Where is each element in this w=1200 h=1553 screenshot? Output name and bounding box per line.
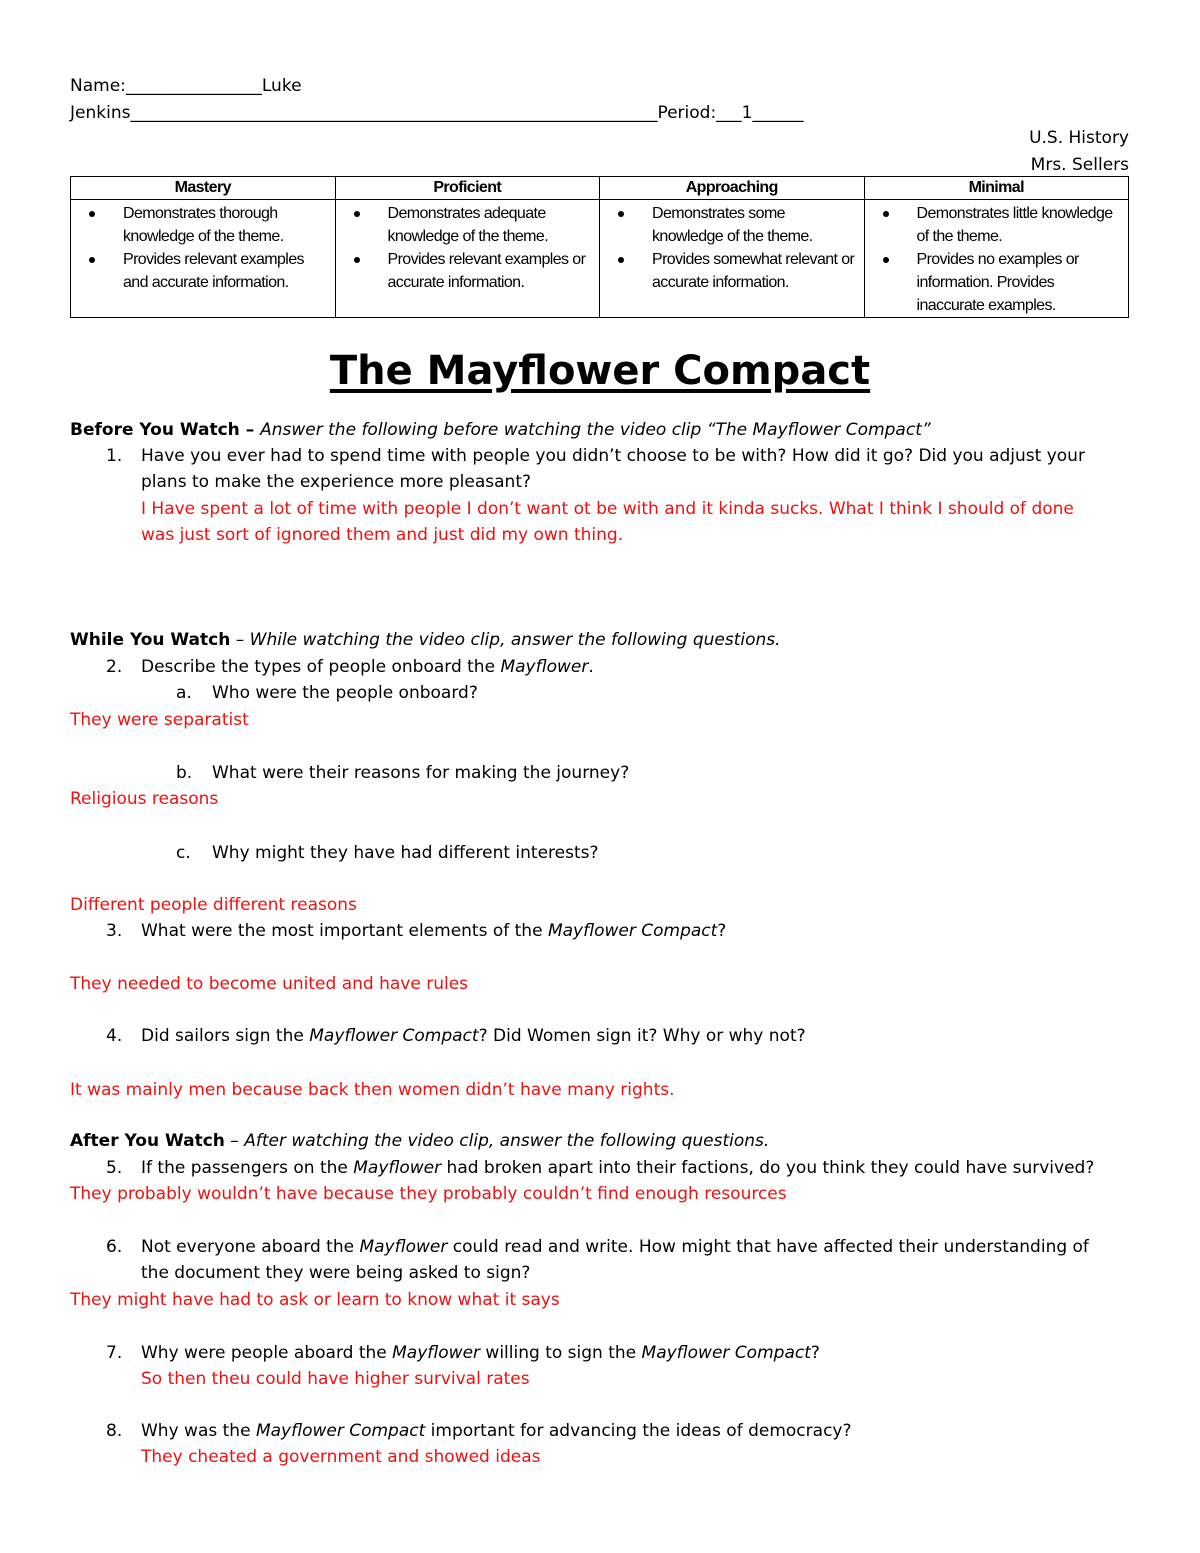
rubric-bullet: Provides somewhat relevant or accurate information. <box>604 248 860 294</box>
bullet-icon <box>354 257 360 263</box>
question-2b: What were their reasons for making the journey? <box>212 763 630 783</box>
answer-2c: Different people different reasons <box>70 895 357 915</box>
after-section-heading: After You Watch – After watching the video clip, answer the following questions. <box>70 1131 770 1151</box>
bullet-icon <box>618 257 624 263</box>
question-number: 3. <box>106 921 123 941</box>
question-number: 2. <box>106 657 123 677</box>
rubric-heading-approaching: Approaching <box>600 177 865 200</box>
answer-1-line-1: I Have spent a lot of time with people I don’t want ot be with and it kinda sucks. What I think I should of done <box>141 499 1074 519</box>
before-section-heading: Before You Watch – Answer the following before watching the video clip “The Mayflower Compact” <box>70 420 931 440</box>
rubric-bullet: Provides no examples or information. Provides inaccurate examples. <box>869 248 1125 317</box>
sub-question-letter: c. <box>176 843 191 863</box>
bullet-icon <box>354 211 360 217</box>
rubric-cell-minimal <box>864 200 1129 318</box>
course-name: U.S. History <box>1029 128 1129 148</box>
question-6-line-1: Not everyone aboard the Mayflower could read and write. How might that have affected their understanding of <box>141 1237 1089 1257</box>
rubric-cell-approaching <box>600 200 865 318</box>
rubric-cell-mastery <box>71 200 336 318</box>
answer-8: They cheated a government and showed ideas <box>141 1447 541 1467</box>
question-7: Why were people aboard the Mayflower willing to sign the Mayflower Compact? <box>141 1343 820 1363</box>
answer-3: They needed to become united and have rules <box>70 974 469 994</box>
question-8: Why was the Mayflower Compact important for advancing the ideas of democracy? <box>141 1421 852 1441</box>
rubric-cell-proficient <box>335 200 600 318</box>
answer-1-line-2: was just sort of ignored them and just did my own thing. <box>141 525 624 545</box>
name-line: Name:________________Luke <box>70 76 302 96</box>
question-number: 4. <box>106 1026 123 1046</box>
teacher-name: Mrs. Sellers <box>1030 155 1129 175</box>
question-4: Did sailors sign the Mayflower Compact? Did Women sign it? Why or why not? <box>141 1026 806 1046</box>
rubric-bullet: Provides relevant examples or accurate information. <box>340 248 596 294</box>
bullet-icon <box>883 211 889 217</box>
answer-6: They might have had to ask or learn to know what it says <box>70 1290 560 1310</box>
answer-5: They probably wouldn’t have because they probably couldn’t find enough resources <box>70 1184 787 1204</box>
question-number: 7. <box>106 1343 123 1363</box>
rubric-table <box>70 176 1129 318</box>
rubric-bullet: Demonstrates little knowledge of the theme. <box>869 202 1125 248</box>
rubric-bullet: Provides relevant examples and accurate information. <box>75 248 331 294</box>
rubric-heading-mastery: Mastery <box>71 177 336 200</box>
question-1-line-1: Have you ever had to spend time with people you didn’t choose to be with? How did it go? Did you adjust your <box>141 446 1085 466</box>
answer-7: So then theu could have higher survival rates <box>141 1369 530 1389</box>
question-6-line-2: the document they were being asked to sign? <box>141 1263 531 1283</box>
sub-question-letter: b. <box>176 763 193 783</box>
rubric-heading-proficient: Proficient <box>335 177 600 200</box>
name-period-line: Jenkins______________________________________________________________Period:___1______ <box>70 103 804 123</box>
bullet-icon <box>89 211 95 217</box>
bullet-icon <box>883 257 889 263</box>
question-1-line-2: plans to make the experience more pleasant? <box>141 472 532 492</box>
question-3: What were the most important elements of the Mayflower Compact? <box>141 921 727 941</box>
question-number: 5. <box>106 1158 123 1178</box>
question-number: 8. <box>106 1421 123 1441</box>
question-2c: Why might they have had different interests? <box>212 843 599 863</box>
answer-2a: They were separatist <box>70 710 249 730</box>
question-number: 6. <box>106 1237 123 1257</box>
rubric-bullet: Demonstrates thorough knowledge of the theme. <box>75 202 331 248</box>
sub-question-letter: a. <box>176 683 192 703</box>
while-section-heading: While You Watch – While watching the video clip, answer the following questions. <box>70 630 781 650</box>
bullet-icon <box>89 257 95 263</box>
question-5: If the passengers on the Mayflower had broken apart into their factions, do you think they could have survived? <box>141 1158 1095 1178</box>
question-2: Describe the types of people onboard the Mayflower. <box>141 657 594 677</box>
answer-2b: Religious reasons <box>70 789 219 809</box>
question-2a: Who were the people onboard? <box>212 683 478 703</box>
rubric-heading-minimal: Minimal <box>864 177 1129 200</box>
rubric-bullet: Demonstrates adequate knowledge of the theme. <box>340 202 596 248</box>
question-number: 1. <box>106 446 123 466</box>
page-title: The Mayflower Compact <box>329 348 871 394</box>
answer-4: It was mainly men because back then women didn’t have many rights. <box>70 1080 675 1100</box>
bullet-icon <box>618 211 624 217</box>
rubric-bullet: Demonstrates some knowledge of the theme. <box>604 202 860 248</box>
